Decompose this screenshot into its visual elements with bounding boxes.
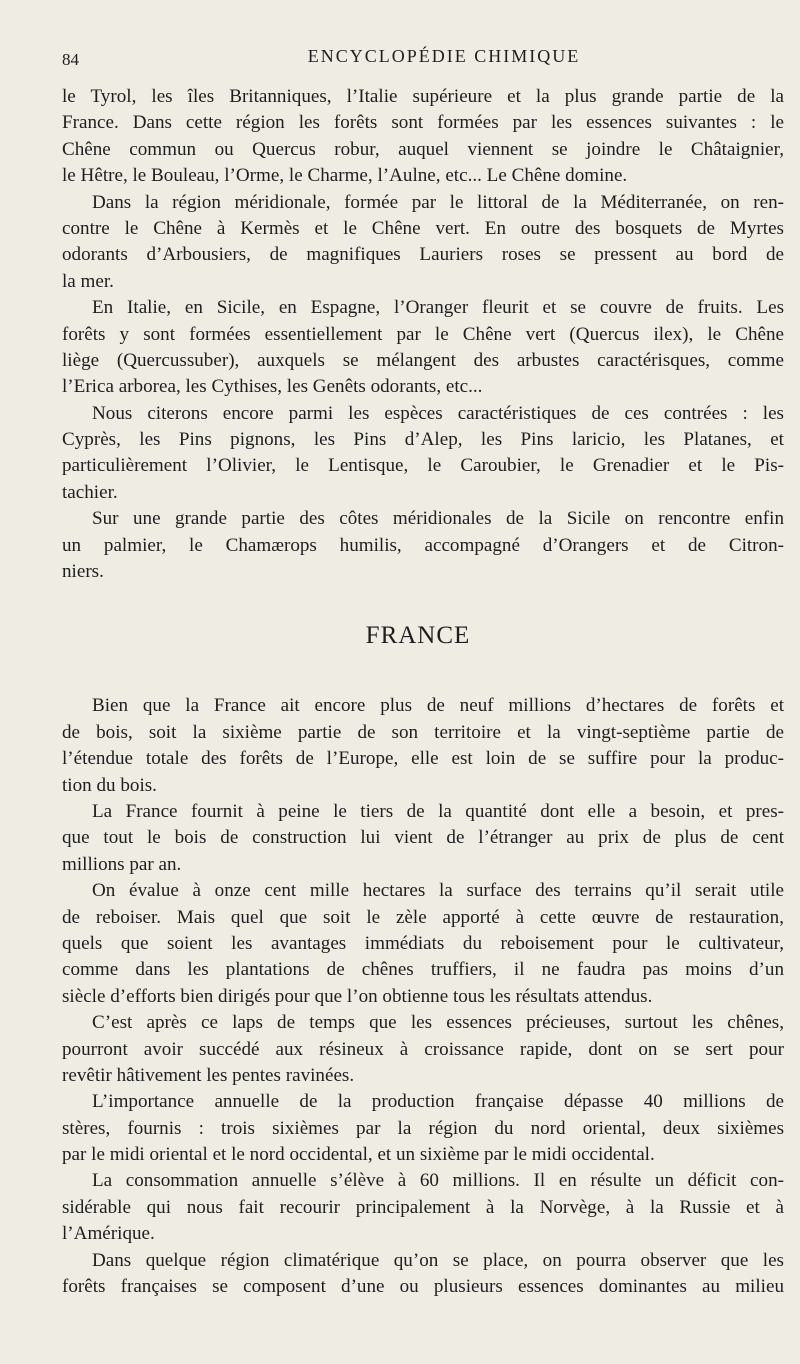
text-line: odorants d’Arbousiers, de magnifiques Lauriers roses se pressent au bord de [62,244,784,266]
text-line: quels que soient les avantages immédiats du reboisement pour le cultivateur, [62,932,784,954]
text-line: tachier. [62,481,118,503]
text-line: forêts y sont formées essentiellement par le Chêne vert (Quercus ilex), le Chêne [62,323,784,345]
text-line: liège (Quercussuber), auxquels se mélangent des arbustes caractérisques, comme [62,349,784,371]
text-line: niers. [62,561,104,583]
text-line: C’est après ce laps de temps que les essences précieuses, surtout les chênes, [92,1012,784,1034]
text-line: Bien que la France ait encore plus de neuf millions d’hectares de forêts et [92,695,784,717]
text-line: On évalue à onze cent mille hectares la surface des terrains qu’il serait utile [92,880,784,902]
text-line: tion du bois. [62,774,157,796]
text-block-france [62,693,784,1300]
text-line: Chêne commun ou Quercus robur, auquel viennent se joindre le Châtaignier, [62,138,784,160]
text-line: stères, fournis : trois sixièmes par la région du nord oriental, deux sixièmes [62,1117,784,1139]
text-line: La consommation annuelle s’élève à 60 millions. Il en résulte un déficit con- [92,1170,784,1192]
text-line: la mer. [62,270,114,292]
running-title: ENCYCLOPÉDIE CHIMIQUE [307,46,581,66]
page-body [62,84,784,1300]
text-line: La France fournit à peine le tiers de la quantité dont elle a besoin, et pres- [92,800,784,822]
text-block-intro [62,84,784,585]
text-line: par le midi oriental et le nord occidental, et un sixième par le midi occidental. [62,1144,655,1166]
text-line: Sur une grande partie des côtes méridionales de la Sicile on rencontre enfin [92,508,784,530]
section-title: FRANCE [365,622,471,650]
text-line: L’importance annuelle de la production française dépasse 40 millions de [92,1091,784,1113]
text-line: pourront avoir succédé aux résineux à croissance rapide, dont on se sert pour [62,1038,784,1060]
text-line: Nous citerons encore parmi les espèces caractéristiques de ces contrées : les [92,402,784,424]
text-line: l’Amérique. [62,1223,155,1245]
text-line: France. Dans cette région les forêts sont formées par les essences suivantes : le [62,112,784,134]
text-line: un palmier, le Chamærops humilis, accompagné d’Orangers et de Citron- [62,534,784,556]
page-header [62,44,786,74]
text-line: sidérable qui nous fait recourir principalement à la Norvège, à la Russie et à [62,1196,784,1218]
text-line: particulièrement l’Olivier, le Lentisque, le Caroubier, le Grenadier et le Pis- [62,455,784,477]
text-line: comme dans les plantations de chênes truffiers, il ne faudra pas moins d’un [62,959,784,981]
text-line: contre le Chêne à Kermès et le Chêne vert. En outre des bosquets de Myrtes [62,217,784,239]
text-line: siècle d’efforts bien dirigés pour que l’on obtienne tous les résultats attendus. [62,985,653,1007]
text-line: le Tyrol, les îles Britanniques, l’Italie supérieure et la plus grande partie de la [62,86,784,107]
text-line: Dans quelque région climatérique qu’on se place, on pourra observer que les [92,1249,784,1271]
text-line: millions par an. [62,853,182,875]
text-line: En Italie, en Sicile, en Espagne, l’Oranger fleurit et se couvre de fruits. Les [92,297,784,319]
text-line: Cyprès, les Pins pignons, les Pins d’Alep, les Pins laricio, les Platanes, et [62,429,784,451]
text-line: revêtir hâtivement les pentes ravinées. [62,1064,355,1086]
text-line: le Hêtre, le Bouleau, l’Orme, le Charme, l’Aulne, etc... Le Chêne domine. [62,165,628,187]
text-line: de reboiser. Mais quel que soit le zèle apporté à cette œuvre de restauration, [62,906,784,928]
text-line: l’étendue totale des forêts de l’Europe, elle est loin de se suffire pour la produc- [62,748,784,770]
text-line: de bois, soit la sixième partie de son territoire et la vingt-septième partie de [62,721,784,743]
text-line: Dans la région méridionale, formée par le littoral de la Méditerranée, on ren- [92,191,784,213]
text-line: l’Erica arborea, les Cythises, les Genêts odorants, etc... [62,376,483,398]
page-number: 84 [62,50,79,69]
text-line: forêts françaises se composent d’une ou plusieurs essences dominantes au milieu [62,1276,784,1298]
text-line: que tout le bois de construction lui vient de l’étranger au prix de plus de cent [62,827,784,849]
